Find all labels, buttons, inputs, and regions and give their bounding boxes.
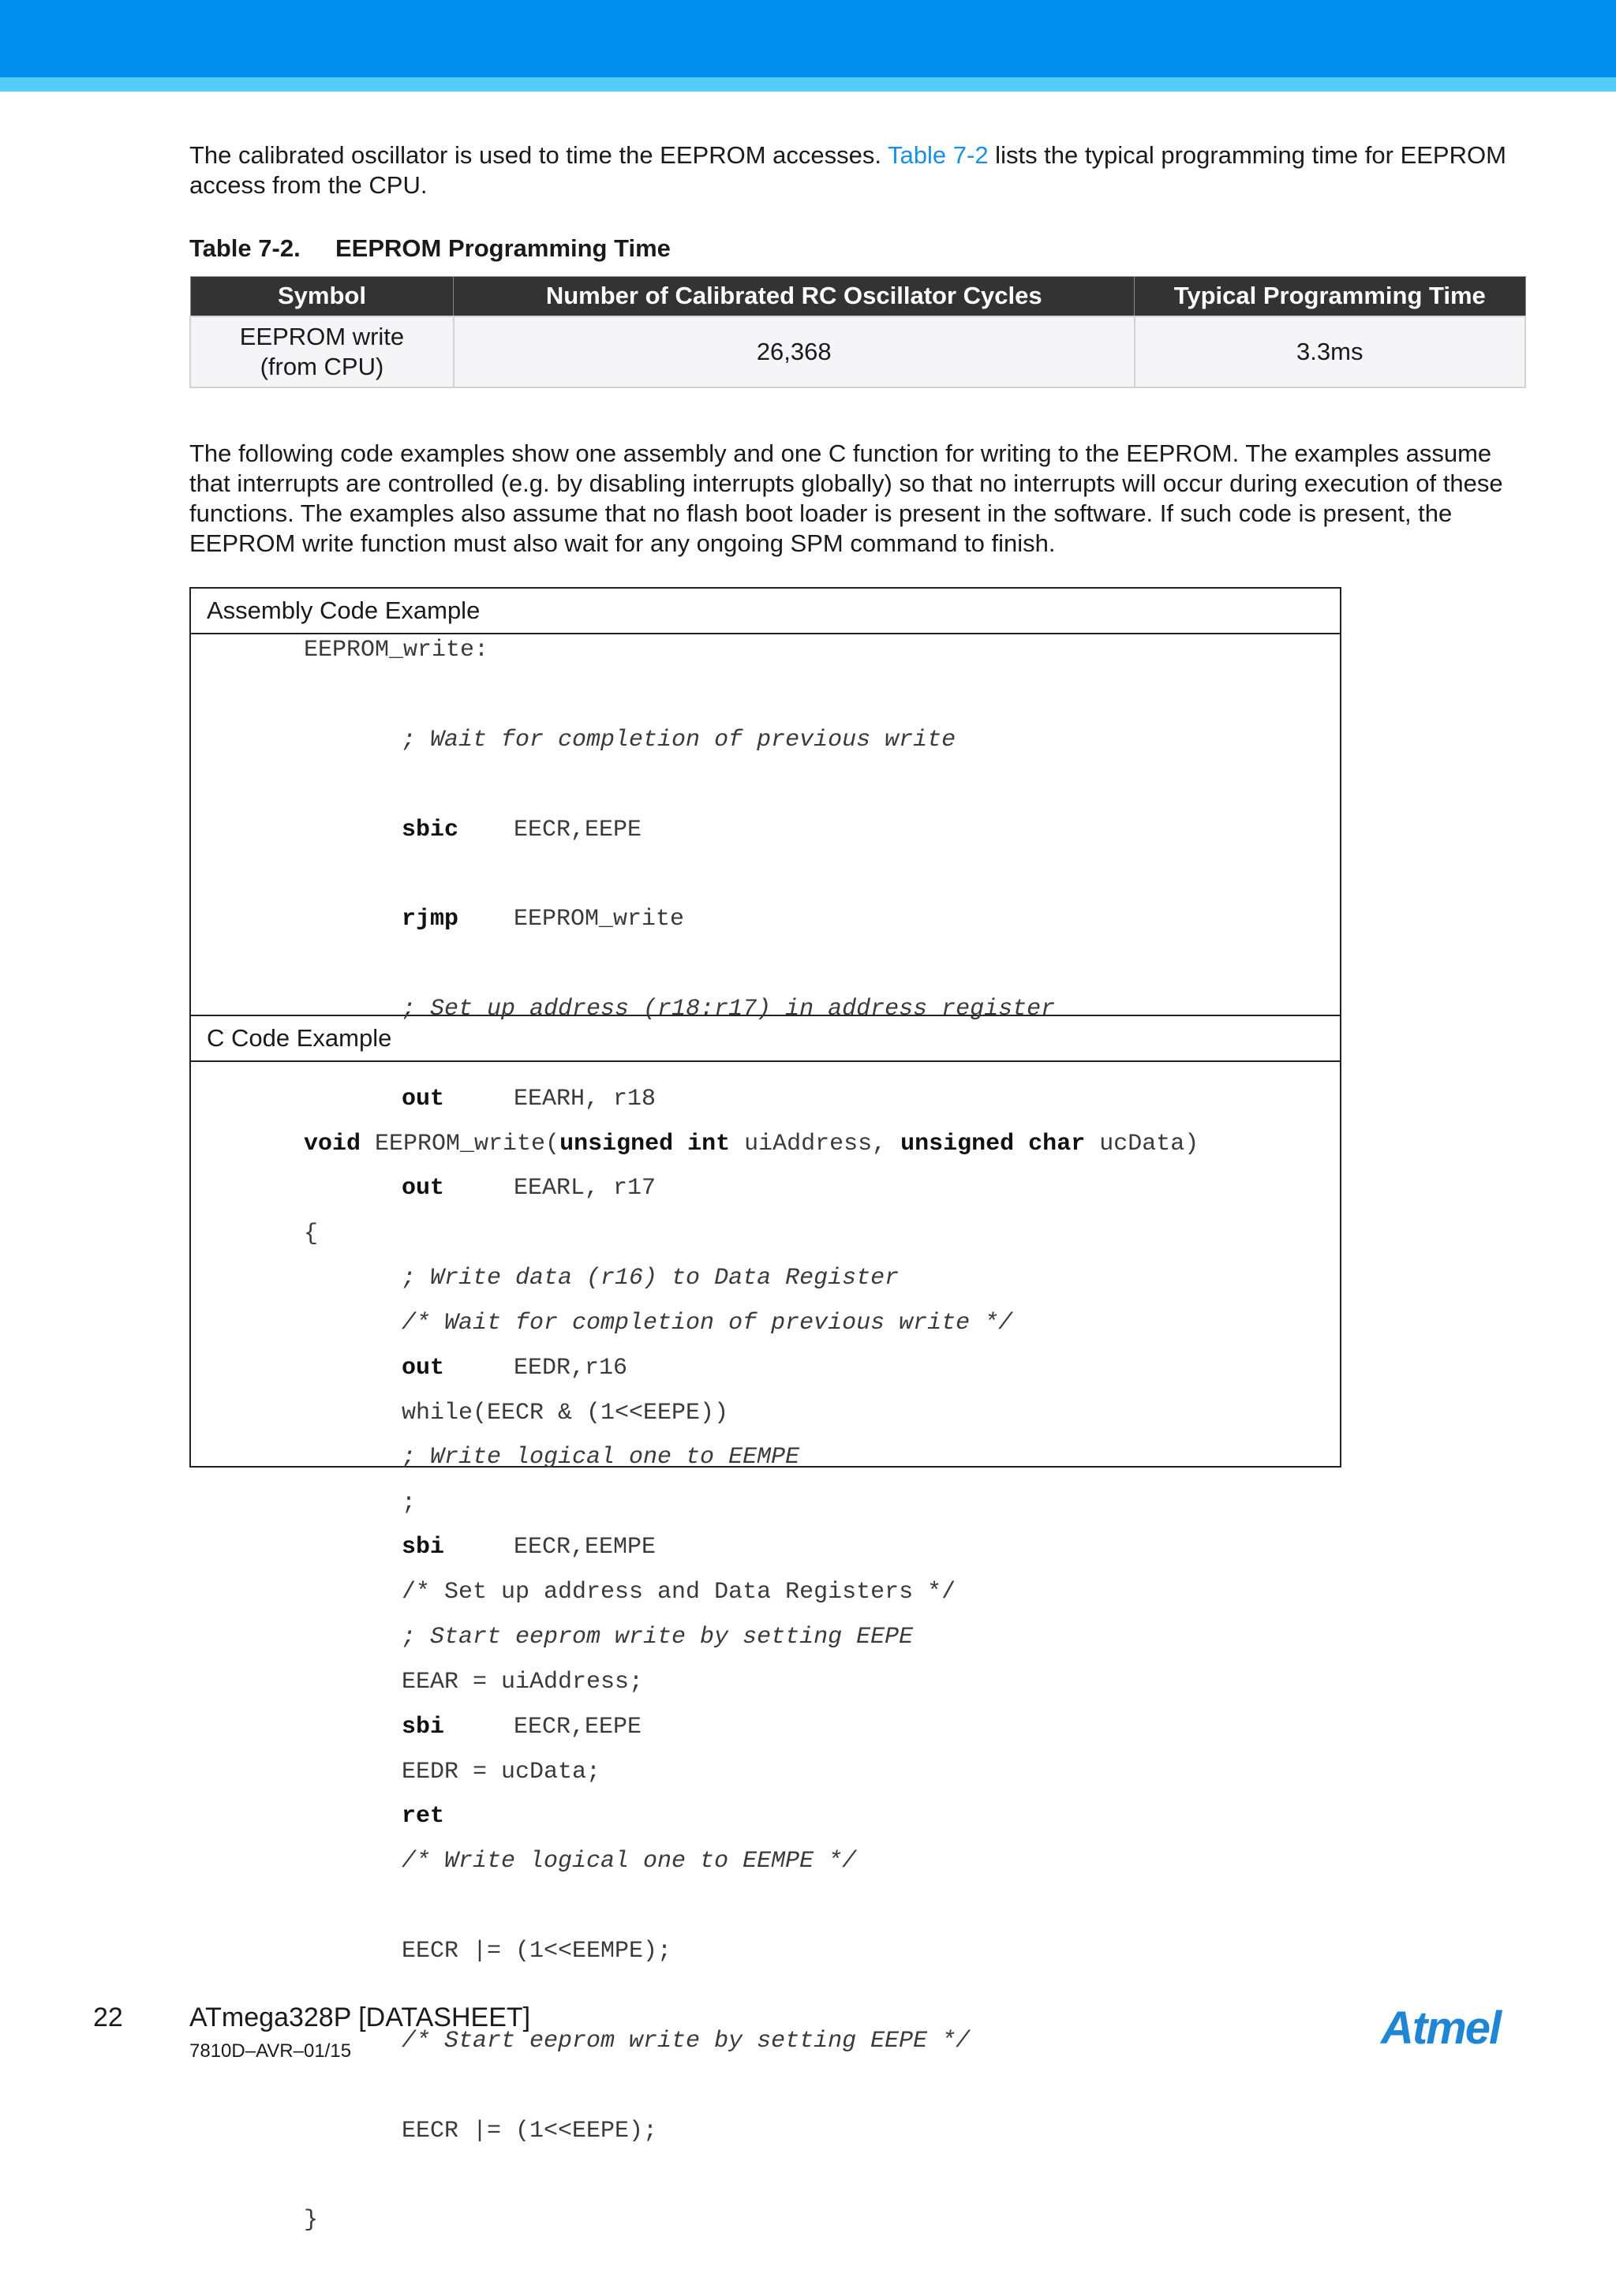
intro-text-tail: lists the typical programming time for EEPROM access from the CPU. — [189, 141, 1506, 199]
programming-time-table — [189, 276, 1526, 388]
cell-time: 3.3ms — [1135, 316, 1525, 387]
intro-text: The calibrated oscillator is used to time the EEPROM accesses. — [189, 141, 888, 169]
asm-opcode: rjmp — [402, 906, 459, 933]
document-code: 7810D–AVR–01/15 — [189, 2040, 352, 2062]
document-title: ATmega328P [DATASHEET] — [189, 2002, 531, 2032]
asm-comment: ; Start eeprom write by setting EEPE — [402, 1623, 914, 1651]
table-title: EEPROM Programming Time — [335, 234, 671, 262]
header-time: Typical Programming Time — [1135, 277, 1525, 316]
header-symbol: Symbol — [190, 277, 454, 316]
asm-opcode: ret — [402, 1803, 445, 1830]
code-intro-paragraph: The following code examples show one assembly and one C function for writing to the EEPROM. The examples assume that interrupts are controlled (e.g. by disabling interrupts globally) so that no interrupts will occur during execution of these functions. The examples also assume that no flash boot loader is present in the software. If such code is present, the EEPROM write function must also wait for any ongoing SPM command to finish. — [189, 439, 1503, 557]
asm-args: EEARL, r17 — [514, 1175, 656, 1202]
c-comment: /* Start eeprom write by setting EEPE */ — [402, 2027, 971, 2055]
asm-opcode: sbi — [402, 1713, 445, 1741]
c-comment: /* Write logical one to EEMPE */ — [402, 1848, 857, 1875]
c-line: EEDR = ucData; — [402, 1758, 601, 1786]
c-keyword: void — [304, 1130, 361, 1157]
cell-symbol — [190, 316, 454, 387]
cell-cycles: 26,368 — [454, 316, 1135, 387]
asm-opcode: sbic — [402, 816, 459, 843]
atmel-logo — [1379, 2001, 1526, 2056]
c-keyword: unsigned int — [559, 1130, 731, 1157]
c-param: uiAddress, — [730, 1130, 901, 1157]
c-comment: /* Wait for completion of previous write */ — [402, 1310, 1013, 1337]
c-line: ; — [402, 1489, 417, 1516]
asm-args: EECR,EEPE — [514, 1713, 642, 1741]
cell-symbol-text: EEPROM write (from CPU) — [239, 322, 405, 380]
c-open-brace: { — [304, 1220, 319, 1247]
header-bar — [0, 0, 1616, 77]
asm-args: EECR,EEPE — [514, 816, 642, 843]
asm-comment: ; Write data (r16) to Data Register — [402, 1265, 900, 1292]
c-header: C Code Example — [191, 1016, 1340, 1062]
c-line: EECR |= (1<<EEMPE); — [402, 1938, 672, 1965]
c-param: ucData) — [1085, 1130, 1199, 1157]
c-line: EECR |= (1<<EEPE); — [402, 2117, 658, 2145]
asm-opcode: out — [402, 1085, 445, 1112]
c-line: EEAR = uiAddress; — [402, 1669, 644, 1696]
atmel-logo-text: Atmel — [1381, 2002, 1501, 2054]
asm-comment: ; Wait for completion of previous write — [402, 726, 956, 753]
asm-opcode: out — [402, 1175, 445, 1202]
table-number: Table 7-2. — [189, 234, 301, 262]
asm-label: EEPROM_write: — [304, 637, 489, 664]
asm-opcode: sbi — [402, 1534, 445, 1561]
asm-comment: ; Write logical one to EEMPE — [402, 1444, 800, 1471]
asm-args: EECR,EEMPE — [514, 1534, 656, 1561]
table-row — [190, 316, 1525, 387]
asm-instruction — [191, 905, 1055, 935]
asm-comment: ; Set up address (r18:r17) in address register — [402, 995, 1056, 1023]
table-header-row — [190, 277, 1525, 316]
header-stripe — [0, 77, 1616, 92]
c-line: while(EECR & (1<<EEPE)) — [402, 1399, 729, 1427]
header-cycles: Number of Calibrated RC Oscillator Cycles — [454, 277, 1135, 316]
c-line: /* Set up address and Data Registers */ — [402, 1579, 956, 1606]
c-function-name: EEPROM_write( — [361, 1130, 560, 1157]
page-content — [189, 140, 1523, 559]
asm-args: EEDR,r16 — [514, 1354, 628, 1382]
c-keyword: unsigned char — [900, 1130, 1086, 1157]
asm-args: EEARH, r18 — [514, 1085, 656, 1112]
asm-opcode: out — [402, 1354, 445, 1382]
table-reference-link[interactable]: Table 7-2 — [888, 141, 989, 169]
c-signature — [191, 1130, 1340, 1160]
assembly-header: Assembly Code Example — [191, 589, 1340, 634]
asm-args: EEPROM_write — [514, 906, 685, 933]
page-number: 22 — [93, 2002, 123, 2032]
c-close-brace: } — [304, 2207, 319, 2234]
table-caption — [189, 234, 1523, 264]
intro-paragraph — [189, 140, 1523, 200]
asm-instruction — [191, 816, 1055, 846]
